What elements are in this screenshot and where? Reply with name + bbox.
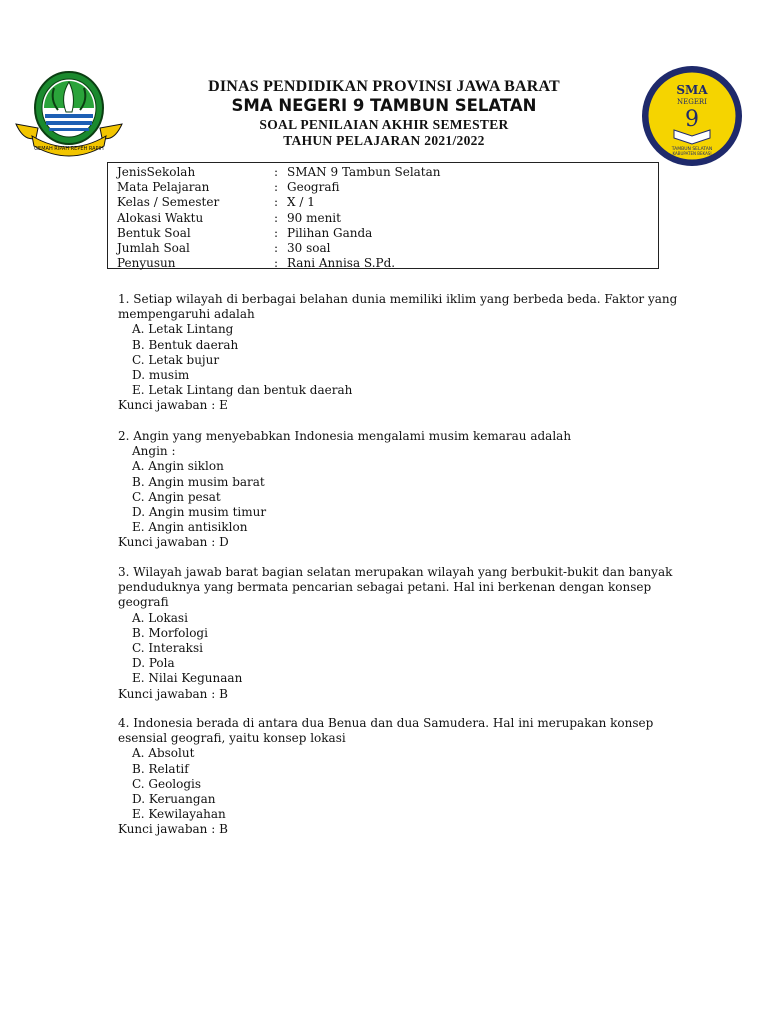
info-separator: : bbox=[274, 256, 279, 271]
info-label: JenisSekolah bbox=[117, 165, 196, 179]
svg-text:NEGERI: NEGERI bbox=[677, 98, 707, 106]
info-row-subject bbox=[117, 180, 658, 195]
question-stem: esensial geografi, yaitu konsep lokasi bbox=[118, 731, 346, 746]
answer-option: E. Nilai Kegunaan bbox=[132, 671, 243, 686]
question-stem: penduduknya yang bermata pencarian sebagai petani. Hal ini berkenan dengan konsep bbox=[118, 580, 652, 595]
answer-option: D. musim bbox=[132, 368, 190, 383]
answer-key: Kunci jawaban : E bbox=[118, 398, 228, 413]
info-separator: : bbox=[274, 195, 279, 210]
info-separator: : bbox=[274, 240, 279, 255]
question-stem: 4. Indonesia berada di antara dua Benua dan dua Samudera. Hal ini merupakan konsep bbox=[118, 716, 654, 730]
info-row-author bbox=[117, 256, 658, 271]
info-label: Alokasi Waktu bbox=[117, 210, 204, 225]
exam-info-box bbox=[107, 162, 659, 269]
answer-option: C. Geologis bbox=[132, 776, 202, 791]
header-agency: DINAS PENDIDIKAN PROVINSI JAWA BARAT bbox=[208, 78, 560, 95]
answer-option: B. Morfologi bbox=[132, 625, 208, 640]
answer-option: E. Kewilayahan bbox=[132, 807, 226, 822]
answer-option: E. Angin antisiklon bbox=[132, 520, 248, 535]
svg-text:SMA: SMA bbox=[676, 83, 708, 97]
answer-option: E. Letak Lintang dan bentuk daerah bbox=[132, 383, 353, 398]
info-value: 90 menit bbox=[287, 210, 341, 225]
svg-text:GEMAH RIPAH REPEH RAPIH: GEMAH RIPAH REPEH RAPIH bbox=[34, 146, 104, 152]
info-value: SMAN 9 Tambun Selatan bbox=[287, 165, 441, 179]
svg-text:9: 9 bbox=[685, 107, 699, 132]
answer-key: Kunci jawaban : B bbox=[118, 822, 228, 837]
question-stem: 3. Wilayah jawab barat bagian selatan merupakan wilayah yang berbukit-bukit dan banyak bbox=[118, 565, 673, 579]
answer-option: A. Letak Lintang bbox=[132, 322, 234, 337]
question-stem: Angin : bbox=[132, 444, 176, 459]
answer-option: A. Lokasi bbox=[132, 610, 188, 625]
answer-option: A. Angin siklon bbox=[132, 459, 224, 474]
info-row-school-type bbox=[117, 165, 658, 180]
question-3 bbox=[118, 565, 678, 702]
answer-option: C. Letak bujur bbox=[132, 352, 220, 367]
info-value: Rani Annisa S.Pd. bbox=[287, 256, 396, 271]
answer-option: B. Relatif bbox=[132, 761, 189, 776]
info-separator: : bbox=[274, 165, 279, 179]
info-row-class-semester bbox=[117, 195, 658, 210]
answer-option: D. Pola bbox=[132, 656, 175, 671]
question-stem: 2. Angin yang menyebabkan Indonesia mengalami musim kemarau adalah bbox=[118, 429, 572, 443]
question-stem: 1. Setiap wilayah di berbagai belahan dunia memiliki iklim yang berbeda beda. Faktor yang bbox=[118, 292, 678, 306]
svg-text:TAMBUN SELATAN: TAMBUN SELATAN bbox=[671, 147, 713, 152]
answer-key: Kunci jawaban : B bbox=[118, 686, 228, 701]
question-4 bbox=[118, 716, 678, 838]
answer-option: D. Angin musim timur bbox=[132, 505, 267, 520]
info-value: 30 soal bbox=[287, 240, 331, 255]
answer-option: B. Angin musim barat bbox=[132, 474, 265, 489]
info-separator: : bbox=[274, 225, 279, 240]
info-separator: : bbox=[274, 180, 279, 195]
question-stem: geografi bbox=[118, 595, 169, 610]
info-row-question-count bbox=[117, 241, 658, 256]
answer-key: Kunci jawaban : D bbox=[118, 535, 229, 550]
question-2 bbox=[118, 429, 678, 551]
info-value: Geografi bbox=[287, 180, 340, 195]
info-label: Kelas / Semester bbox=[117, 195, 220, 210]
svg-text:KABUPATEN BEKASI: KABUPATEN BEKASI bbox=[672, 151, 712, 156]
header-exam-title: SOAL PENILAIAN AKHIR SEMESTER bbox=[259, 117, 509, 132]
info-label: Bentuk Soal bbox=[117, 225, 191, 240]
question-stem: mempengaruhi adalah bbox=[118, 307, 255, 322]
header-academic-year: TAHUN PELAJARAN 2021/2022 bbox=[283, 133, 485, 148]
info-label: Penyusun bbox=[117, 256, 176, 271]
answer-option: A. Absolut bbox=[132, 746, 195, 761]
answer-option: D. Keruangan bbox=[132, 792, 216, 807]
answer-option: C. Angin pesat bbox=[132, 489, 221, 504]
info-separator: : bbox=[274, 210, 279, 225]
header-school-name: SMA NEGERI 9 TAMBUN SELATAN bbox=[231, 96, 537, 115]
answer-option: B. Bentuk daerah bbox=[132, 337, 239, 352]
info-value: Pilihan Ganda bbox=[287, 225, 373, 240]
info-row-question-type bbox=[117, 226, 658, 241]
info-value: X / 1 bbox=[287, 195, 315, 210]
question-1 bbox=[118, 292, 678, 414]
info-label: Mata Pelajaran bbox=[117, 180, 210, 195]
info-row-time bbox=[117, 211, 658, 226]
answer-option: C. Interaksi bbox=[132, 641, 203, 656]
info-label: Jumlah Soal bbox=[117, 240, 190, 255]
